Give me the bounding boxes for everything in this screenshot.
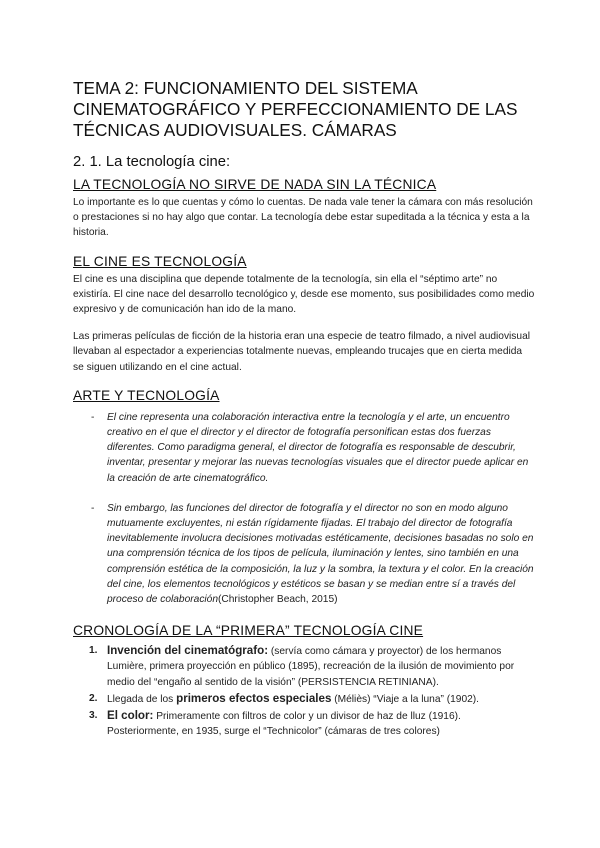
heading-cine-tecnologia: EL CINE ES TECNOLOGÍA bbox=[73, 253, 247, 269]
item-bold-label: Invención del cinematógrafo: bbox=[107, 644, 269, 658]
heading-cronologia: CRONOLOGÍA DE LA “PRIMERA” TECNOLOGÍA CINE bbox=[73, 623, 424, 639]
heading-arte-tecnologia: ARTE Y TECNOLOGÍA bbox=[73, 387, 220, 403]
list-item bbox=[73, 708, 535, 739]
list-item bbox=[73, 410, 535, 486]
list-number: 3. bbox=[89, 710, 98, 722]
item-text: (Méliès) “Viaje a la luna” (1902). bbox=[331, 693, 480, 705]
item-text: (servía como cámara y proyector) de los hermanos Lumière, primera proyección en público (1895), recreación de la ilusión de movimiento por medio del “engaño al sentido de la visión” (PERSISTENCIA RETINIANA). bbox=[107, 646, 515, 688]
list-item bbox=[73, 501, 535, 607]
dash-bullet: - bbox=[91, 411, 95, 423]
item-pre-text: Llegada de los bbox=[107, 693, 177, 705]
list-item bbox=[73, 643, 535, 690]
list-item-text: El cine representa una colaboración interactiva entre la tecnología y el arte, un encuentro creativo en el que el director y el director de fotografía personifican estas dos fuerzas diferentes. Como paradigma general, el director de fotografía es responsable de descubrir, inventar, presentar y mejorar las nuevas tecnologías visuales que el director puede aplicar en la creación de arte cinematográfico. bbox=[107, 411, 529, 484]
section-title: 2. 1. La tecnología cine: bbox=[73, 154, 231, 170]
paragraph-cine-tecnologia-2: Las primeras películas de ficción de la historia eran una especie de teatro filmado, a nivel audiovisual llevaban al espectador a experiencias totalmente nuevas, empleando trucajes que en cierta medida se siguen utilizando en el cine actual. bbox=[73, 331, 530, 373]
list-number: 2. bbox=[89, 692, 98, 704]
list-number: 1. bbox=[89, 645, 98, 657]
paragraph-tecnologia-tecnica: Lo importante es lo que cuentas y cómo lo cuentas. De nada vale tener la cámara con más resolución o prestaciones si no hay algo que contar. La tecnología debe estar supeditada a la técnica y esta a la historia. bbox=[73, 197, 533, 239]
document-title: TEMA 2: FUNCIONAMIENTO DEL SISTEMA CINEMATOGRÁFICO Y PERFECCIONAMIENTO DE LAS TÉCNICAS AUDIOVISUALES. CÁMARAS bbox=[73, 78, 518, 140]
paragraph-cine-tecnologia-1: El cine es una disciplina que depende totalmente de la tecnología, sin ella el “séptimo arte” no existiría. El cine nace del desarrollo tecnológico y, desde ese momento, sus posibilidades como medio expresivo y de comunicación han ido de la mano. bbox=[73, 273, 535, 316]
citation: (Christopher Beach, 2015) bbox=[218, 594, 338, 606]
dash-bullet: - bbox=[91, 502, 95, 514]
item-bold-label: El color: bbox=[107, 709, 154, 723]
item-text: Primeramente con filtros de color y un divisor de haz de lluz (1916). Posteriormente, en 1935, surge el “Technicolor” (cámaras de tres colores) bbox=[107, 711, 461, 738]
heading-tecnologia-tecnica: LA TECNOLOGÍA NO SIRVE DE NADA SIN LA TÉCNICA bbox=[73, 177, 437, 192]
cronologia-list bbox=[73, 643, 535, 739]
item-bold-label: primeros efectos especiales bbox=[176, 691, 332, 705]
list-item-text: Sin embargo, las funciones del director de fotografía y el director no son en modo alguno mutuamente excluyentes, ni están rígidamente fijadas. El trabajo del director de fotografía inevitablemente involucra decisiones motivadas estéticamente, decisiones basadas no solo en una comprensión técnica de los tipos de película, iluminación y lentes, sino también en una comprensión estética de la composición, la luz y la sombra, la textura y el color. En la creación del cine, los elementos tecnológicos y estéticos se basan y se median entre sí a través del proceso de colaboración bbox=[107, 502, 534, 606]
list-item bbox=[73, 691, 535, 707]
document-content bbox=[73, 78, 535, 740]
arte-tecnologia-list bbox=[73, 410, 535, 607]
